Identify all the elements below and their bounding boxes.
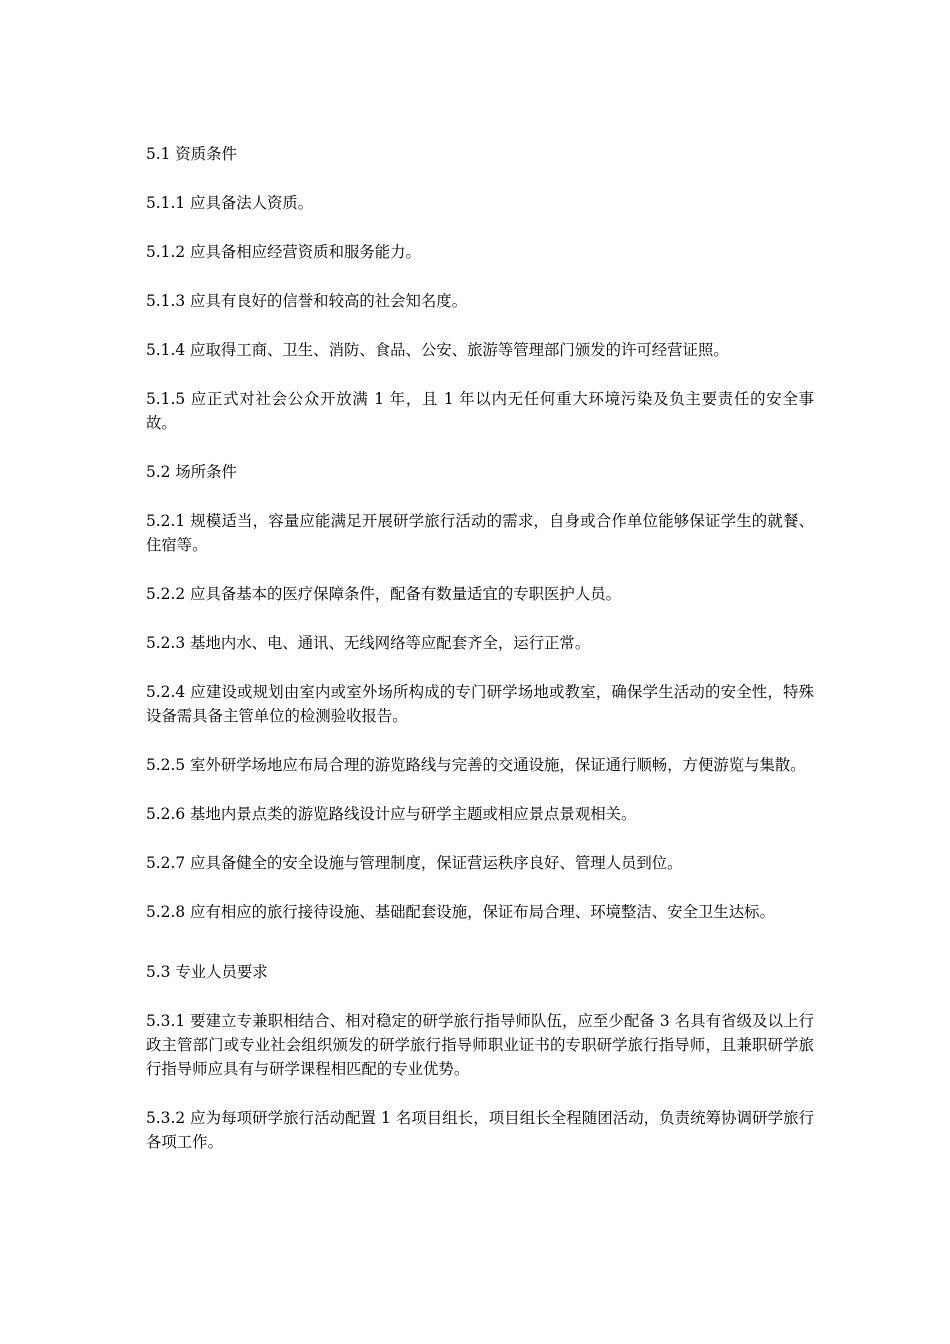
clause-5-1-5: 5.1.5 应正式对社会公众开放满 1 年，且 1 年以内无任何重大环境污染及负主要责任的安全事故。 — [146, 390, 814, 432]
clause-5-1-4: 5.1.4 应取得工商、卫生、消防、食品、公安、旅游等管理部门颁发的许可经营证照。 — [146, 341, 729, 359]
clause-5-2-1: 5.2.1 规模适当，容量应能满足开展研学旅行活动的需求，自身或合作单位能够保证学生的就餐、住宿等。 — [146, 512, 814, 554]
clause-5-1-1: 5.1.1 应具备法人资质。 — [146, 194, 314, 212]
section-heading-5-3: 5.3 专业人员要求 — [146, 963, 268, 981]
clause-5-3-1: 5.3.1 要建立专兼职相结合、相对稳定的研学旅行指导师队伍，应至少配备 3 名具有省级及以上行政主管部门或专业社会组织颁发的研学旅行指导师职业证书的专职研学旅行指导师，且兼职研学旅行指导师应具有与研学课程相匹配的专业优势。 — [146, 1012, 814, 1078]
clause-5-2-3: 5.2.3 基地内水、电、通讯、无线网络等应配套齐全，运行正常。 — [146, 634, 591, 652]
section-heading-5-2: 5.2 场所条件 — [146, 463, 237, 481]
clause-5-2-2: 5.2.2 应具备基本的医疗保障条件，配备有数量适宜的专职医护人员。 — [146, 585, 621, 603]
clause-5-2-4: 5.2.4 应建设或规划由室内或室外场所构成的专门研学场地或教室，确保学生活动的安全性，特殊设备需具备主管单位的检测验收报告。 — [146, 683, 814, 725]
clause-5-1-2: 5.1.2 应具备相应经营资质和服务能力。 — [146, 243, 421, 261]
clause-5-1-3: 5.1.3 应具有良好的信誉和较高的社会知名度。 — [146, 292, 468, 310]
section-heading-5-1: 5.1 资质条件 — [146, 145, 237, 163]
clause-5-2-6: 5.2.6 基地内景点类的游览路线设计应与研学主题或相应景点景观相关。 — [146, 805, 637, 823]
clause-5-3-2: 5.3.2 应为每项研学旅行活动配置 1 名项目组长，项目组长全程随团活动，负责统筹协调研学旅行各项工作。 — [146, 1109, 814, 1151]
clause-5-2-8: 5.2.8 应有相应的旅行接待设施、基础配套设施，保证布局合理、环境整洁、安全卫生达标。 — [146, 903, 775, 921]
clause-5-2-7: 5.2.7 应具备健全的安全设施与管理制度，保证营运秩序良好、管理人员到位。 — [146, 854, 683, 872]
clause-5-2-5: 5.2.5 室外研学场地应布局合理的游览路线与完善的交通设施，保证通行顺畅，方便游览与集散。 — [146, 756, 806, 774]
document-body — [146, 142, 814, 1179]
